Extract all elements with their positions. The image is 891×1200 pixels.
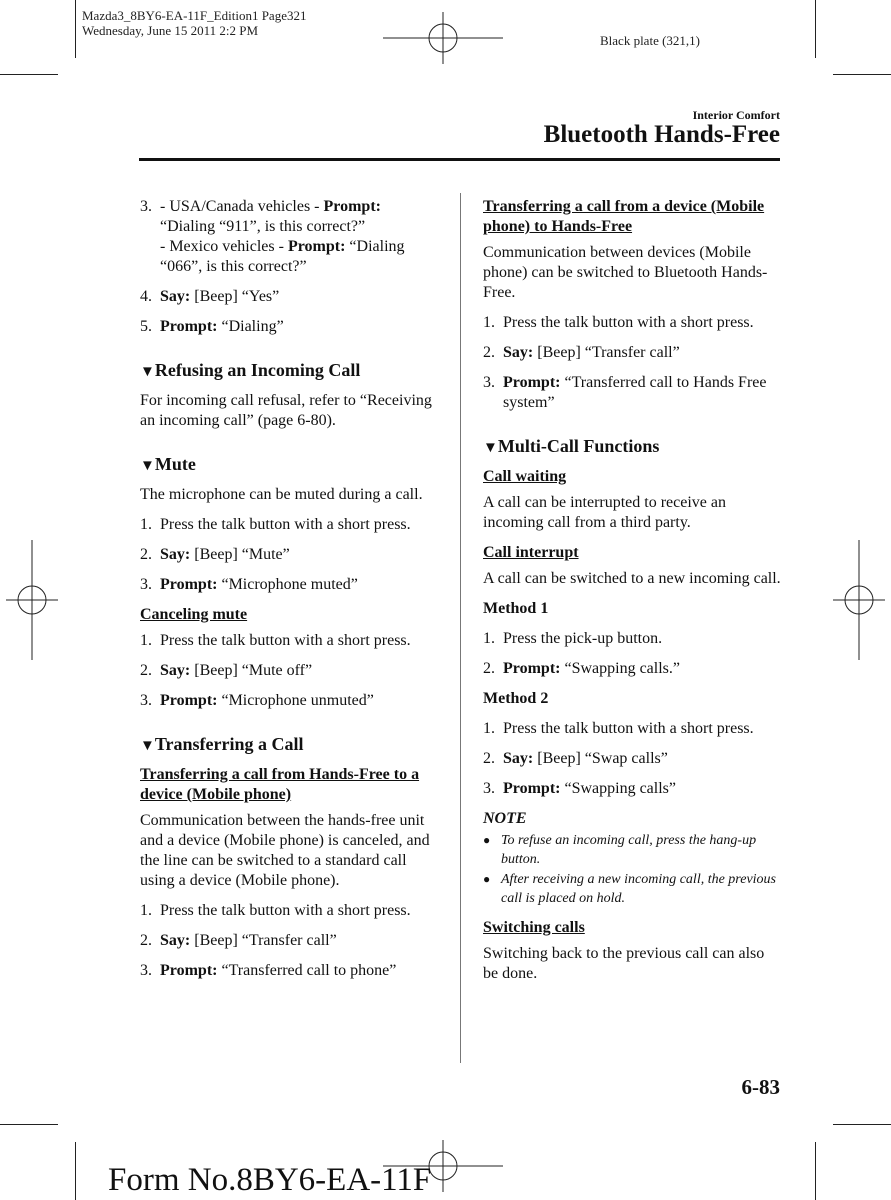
note-heading: NOTE xyxy=(483,810,527,827)
step-text xyxy=(160,931,440,951)
step-keyword: Say: xyxy=(160,932,191,949)
subheading-device-to-handsfree: Transferring a call from a device (Mobile phone) to Hands-Free xyxy=(483,198,765,235)
title-rule xyxy=(139,158,780,161)
step-number: 3. xyxy=(140,962,152,979)
step-text-part: Press the pick-up button. xyxy=(503,630,663,647)
step-item xyxy=(483,629,783,649)
step-number: 2. xyxy=(140,662,152,679)
step-item xyxy=(140,631,440,651)
step-text xyxy=(503,659,783,679)
step-item xyxy=(483,659,783,679)
step-number: 1. xyxy=(483,314,495,331)
step-item xyxy=(140,197,440,277)
step-number: 5. xyxy=(140,318,152,335)
crop-mark xyxy=(815,1142,816,1200)
step-keyword: Say: xyxy=(160,546,191,563)
step-keyword: Prompt: xyxy=(160,962,218,979)
step-text xyxy=(160,197,440,277)
note-item xyxy=(483,831,783,869)
note-text: To refuse an incoming call, press the hang-up button. xyxy=(501,833,757,867)
crop-mark xyxy=(75,1142,76,1200)
step-number: 1. xyxy=(140,632,152,649)
crop-mark xyxy=(815,0,816,58)
method-2-label: Method 2 xyxy=(483,690,549,707)
step-text-part: “Transferred call to phone” xyxy=(217,962,397,979)
heading-mute xyxy=(140,453,440,477)
step-text-part: - Mexico vehicles - xyxy=(160,238,288,255)
step-text-part: “Swapping calls” xyxy=(560,780,676,797)
step-text-part: [Beep] “Yes” xyxy=(190,288,280,305)
step-item xyxy=(483,373,783,413)
step-item xyxy=(140,545,440,565)
step-item xyxy=(483,719,783,739)
registration-mark-left xyxy=(6,540,58,660)
step-item xyxy=(140,661,440,681)
subheading-switching-calls: Switching calls xyxy=(483,919,585,936)
step-item xyxy=(483,343,783,363)
step-text xyxy=(160,691,440,711)
step-text xyxy=(160,515,440,535)
step-item xyxy=(140,691,440,711)
note-text: After receiving a new incoming call, the previous call is placed on hold. xyxy=(501,872,777,906)
step-number: 3. xyxy=(483,374,495,391)
step-text-part: [Beep] “Swap calls” xyxy=(533,750,668,767)
subheading-call-waiting: Call waiting xyxy=(483,468,567,485)
heading-text: Refusing an Incoming Call xyxy=(154,360,361,380)
step-text xyxy=(503,719,783,739)
crop-mark xyxy=(0,1124,58,1125)
heading-multi-call xyxy=(483,435,783,459)
step-text-part: “Dialing “911”, is this correct?” xyxy=(160,218,366,235)
paragraph: For incoming call refusal, refer to “Receiving an incoming call” (page 6-80). xyxy=(140,392,432,429)
step-text-part: “Swapping calls.” xyxy=(560,660,680,677)
step-keyword: Prompt: xyxy=(160,318,218,335)
form-number: Form No.8BY6-EA-11F xyxy=(108,1162,432,1198)
step-item xyxy=(140,575,440,595)
step-number: 2. xyxy=(140,932,152,949)
step-text-part: [Beep] “Transfer call” xyxy=(190,932,337,949)
column-divider xyxy=(460,193,461,1063)
step-text xyxy=(503,343,783,363)
bullet-icon: ● xyxy=(483,872,491,886)
bullet-icon: ● xyxy=(483,833,491,847)
step-item xyxy=(140,317,440,337)
subheading-handsfree-to-device: Transferring a call from Hands-Free to a device (Mobile phone) xyxy=(140,766,420,803)
step-keyword: Say: xyxy=(160,662,191,679)
step-item xyxy=(140,515,440,535)
step-keyword: Prompt: xyxy=(503,780,561,797)
step-text xyxy=(503,629,783,649)
paragraph: A call can be interrupted to receive an incoming call from a third party. xyxy=(483,494,726,531)
registration-mark-top xyxy=(383,12,503,64)
paragraph: Communication between the hands-free unit and a device (Mobile phone) is canceled, and the line can be switched to a standard call using a device (Mobile phone). xyxy=(140,812,430,889)
left-column xyxy=(140,197,440,991)
step-text-part: Press the talk button with a short press. xyxy=(160,902,411,919)
heading-transferring xyxy=(140,733,440,757)
step-text xyxy=(160,901,440,921)
heading-text: Multi-Call Functions xyxy=(497,436,660,456)
paragraph: Communication between devices (Mobile phone) can be switched to Bluetooth Hands-Free. xyxy=(483,244,768,301)
step-text-part: “Dialing xyxy=(345,238,405,255)
step-text xyxy=(503,779,783,799)
heading-text: Transferring a Call xyxy=(154,734,304,754)
step-text xyxy=(160,631,440,651)
step-number: 1. xyxy=(140,902,152,919)
step-item xyxy=(483,313,783,333)
step-item xyxy=(483,749,783,769)
step-text-part: “Microphone muted” xyxy=(217,576,358,593)
note-item xyxy=(483,870,783,908)
step-number: 3. xyxy=(140,692,152,709)
step-item xyxy=(483,779,783,799)
step-item xyxy=(140,961,440,981)
step-text xyxy=(160,287,440,307)
step-text-part: Press the talk button with a short press. xyxy=(503,720,754,737)
triangle-icon: ▼ xyxy=(140,738,155,754)
step-number: 1. xyxy=(483,630,495,647)
step-text xyxy=(503,313,783,333)
right-column xyxy=(483,197,783,994)
step-number: 2. xyxy=(483,750,495,767)
print-meta xyxy=(82,8,306,38)
step-text-part: “Microphone unmuted” xyxy=(217,692,374,709)
step-keyword: Prompt: xyxy=(160,692,218,709)
step-text xyxy=(503,373,783,413)
registration-mark-right xyxy=(833,540,885,660)
step-number: 1. xyxy=(483,720,495,737)
step-text xyxy=(160,317,440,337)
step-text-part: Press the talk button with a short press. xyxy=(503,314,754,331)
subheading-call-interrupt: Call interrupt xyxy=(483,544,579,561)
triangle-icon: ▼ xyxy=(140,364,155,380)
paragraph: A call can be switched to a new incoming call. xyxy=(483,570,781,587)
chapter-title: Bluetooth Hands-Free xyxy=(543,121,780,148)
print-meta-date: Wednesday, June 15 2011 2:2 PM xyxy=(82,23,259,38)
step-number: 2. xyxy=(483,660,495,677)
paragraph: The microphone can be muted during a call. xyxy=(140,486,423,503)
step-keyword: Say: xyxy=(160,288,191,305)
step-number: 4. xyxy=(140,288,152,305)
step-keyword: Prompt: xyxy=(160,576,218,593)
step-number: 3. xyxy=(483,780,495,797)
page-number: 6-83 xyxy=(741,1075,780,1099)
step-text xyxy=(160,575,440,595)
step-keyword: Prompt: xyxy=(287,238,346,255)
triangle-icon: ▼ xyxy=(483,440,498,456)
triangle-icon: ▼ xyxy=(140,458,155,474)
step-item xyxy=(140,901,440,921)
paragraph: Switching back to the previous call can also be done. xyxy=(483,945,765,982)
step-text xyxy=(160,545,440,565)
step-text-part: [Beep] “Mute off” xyxy=(190,662,313,679)
section-label: Interior Comfort xyxy=(692,108,780,122)
print-meta-file: Mazda3_8BY6-EA-11F_Edition1 Page321 xyxy=(82,8,307,23)
step-text xyxy=(160,961,440,981)
step-number: 2. xyxy=(140,546,152,563)
step-keyword: Prompt: xyxy=(503,660,561,677)
step-text-part: [Beep] “Mute” xyxy=(190,546,290,563)
subheading-canceling-mute: Canceling mute xyxy=(140,606,248,623)
plate-label: Black plate (321,1) xyxy=(600,33,700,48)
step-keyword: Prompt: xyxy=(323,198,381,215)
step-text-part: [Beep] “Transfer call” xyxy=(533,344,680,361)
step-text-part: “Dialing” xyxy=(217,318,284,335)
step-number: 3. xyxy=(140,576,152,593)
step-keyword: Prompt: xyxy=(503,374,561,391)
step-text-part: “Transferred call to Hands Free system” xyxy=(503,374,767,411)
step-number: 2. xyxy=(483,344,495,361)
method-1-label: Method 1 xyxy=(483,600,549,617)
step-text-part: “066”, is this correct?” xyxy=(160,258,307,275)
step-item xyxy=(140,931,440,951)
crop-mark xyxy=(833,74,891,75)
step-text xyxy=(160,661,440,681)
crop-mark xyxy=(75,0,76,58)
step-text-part: Press the talk button with a short press. xyxy=(160,632,411,649)
crop-mark xyxy=(833,1124,891,1125)
step-keyword: Say: xyxy=(503,750,534,767)
step-text-part: - USA/Canada vehicles - xyxy=(160,198,324,215)
heading-refusing xyxy=(140,359,440,383)
step-text-part: Press the talk button with a short press. xyxy=(160,516,411,533)
step-number: 3. xyxy=(140,198,152,215)
crop-mark xyxy=(0,74,58,75)
step-text xyxy=(503,749,783,769)
note-list xyxy=(483,831,783,908)
step-item xyxy=(140,287,440,307)
step-keyword: Say: xyxy=(503,344,534,361)
step-number: 1. xyxy=(140,516,152,533)
heading-text: Mute xyxy=(154,454,196,474)
